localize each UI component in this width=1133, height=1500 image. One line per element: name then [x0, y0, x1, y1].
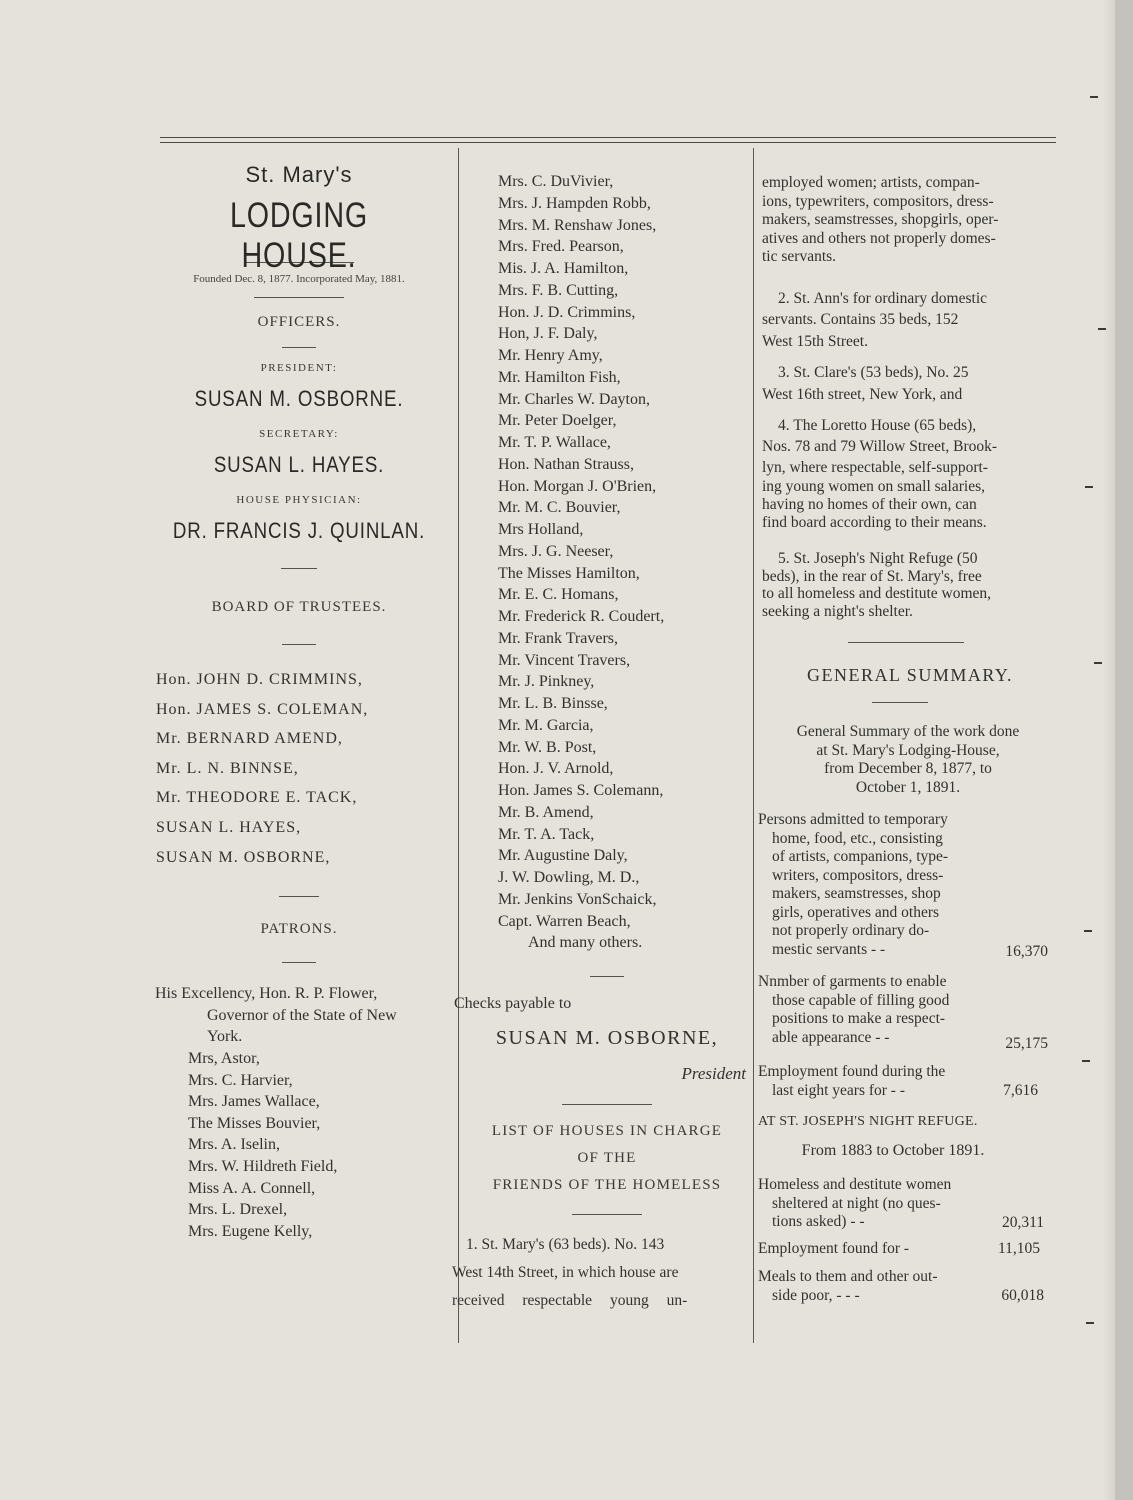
summary-entry-line: Nnmber of garments to enable — [758, 973, 947, 990]
patron-name: Mrs. C. DuVivier, — [498, 173, 614, 190]
summary-value: 16,370 — [1005, 943, 1048, 960]
house-text-line: having no homes of their own, can — [762, 496, 977, 513]
summary-entry — [758, 811, 1058, 959]
house-text-line: beds), in the rear of St. Mary's, free — [762, 567, 982, 585]
divider-rule — [254, 297, 344, 298]
masthead-subtitle: St. Mary's — [245, 162, 353, 187]
refuge-period: From 1883 to October 1891. — [801, 1142, 985, 1159]
refuge-heading: AT ST. JOSEPH'S NIGHT REFUGE. — [758, 1114, 978, 1129]
summary-entry-line: writers, compositors, dress- — [772, 866, 944, 884]
edge-mark — [1094, 662, 1102, 664]
edge-mark — [1098, 328, 1106, 330]
patron-closing: And many others. — [528, 934, 643, 952]
patron-name: Mr. L. B. Binsse, — [498, 695, 608, 712]
patron-name: Mrs. James Wallace, — [188, 1093, 320, 1111]
summary-value: 7,616 — [1003, 1082, 1038, 1099]
patron-line: Governor of the State of New — [207, 1006, 397, 1024]
divider-rule — [282, 347, 316, 348]
house-text-line: to all homeless and destitute women, — [762, 585, 992, 602]
patron-name: Mr. Jenkins VonSchaick, — [498, 890, 657, 908]
trustee-name: SUSAN L. HAYES, — [156, 818, 302, 836]
summary-entry-line: those capable of filling good — [772, 991, 950, 1009]
column-divider — [753, 148, 754, 1343]
patron-name: Mrs. J. G. Neeser, — [498, 542, 614, 560]
house-text-line: ing young women on small salaries, — [762, 478, 985, 495]
divider-rule — [590, 976, 624, 977]
patron-name: Mrs, Astor, — [188, 1049, 260, 1067]
summary-entry-line: sheltered at night (no ques- — [772, 1194, 941, 1212]
house-item-2 — [758, 288, 1058, 353]
house-text-line: Nos. 78 and 79 Willow Street, Brook- — [762, 438, 998, 455]
patron-name: Mr. J. Pinkney, — [498, 673, 595, 691]
divider-rule — [872, 702, 928, 703]
house-text-line: 2. St. Ann's for ordinary domestic — [778, 289, 988, 307]
patron-name: Mis. J. A. Hamilton, — [498, 260, 629, 277]
patron-line: York. — [207, 1028, 243, 1046]
house-text-line: tic servants. — [762, 248, 837, 265]
summary-intro-line: from December 8, 1877, to — [824, 760, 992, 777]
patron-name: Mr. Hamilton Fish, — [498, 368, 621, 386]
patron-name: Mrs. F. B. Cutting, — [498, 281, 619, 299]
secretary-name: SUSAN L. HAYES. — [213, 452, 385, 477]
summary-entry-line: Employment found for - — [758, 1239, 910, 1257]
patron-name: Mr. T. A. Tack, — [498, 825, 595, 843]
patron-name: Mr. E. C. Homans, — [498, 586, 619, 604]
house-text-line: 4. The Loretto House (65 beds), — [778, 417, 977, 434]
patron-name: Capt. Warren Beach, — [498, 912, 631, 930]
top-double-rule — [160, 137, 1056, 138]
patron-name: Mr. Vincent Travers, — [498, 651, 631, 669]
patron-lead — [143, 983, 455, 1048]
patron-name: Miss A. A. Connell, — [188, 1179, 316, 1197]
house-item-3 — [758, 362, 1058, 405]
house-text-line: West 15th Street. — [762, 332, 868, 350]
patron-name: Mr. Henry Amy, — [498, 347, 603, 364]
patron-name: Mr. M. C. Bouvier, — [498, 499, 621, 517]
patron-name: Mrs. A. Iselin, — [188, 1136, 280, 1154]
summary-entry-line: of artists, companions, type- — [772, 848, 949, 865]
divider-rule — [281, 568, 317, 569]
column-divider — [458, 148, 459, 1343]
divider-rule — [572, 1214, 642, 1215]
edge-mark — [1086, 1322, 1094, 1324]
summary-entry-line: not properly ordinary do- — [772, 922, 930, 939]
patron-name: The Misses Bouvier, — [188, 1114, 321, 1132]
patrons-heading: PATRONS. — [260, 921, 338, 938]
divider-rule — [562, 1104, 652, 1105]
summary-entry — [758, 1268, 1058, 1305]
trustee-name: SUSAN M. OSBORNE, — [156, 848, 331, 866]
column-right — [758, 174, 1058, 1305]
patron-name: Mrs Holland, — [498, 521, 584, 538]
patron-name: Hon. James S. Colemann, — [498, 782, 664, 799]
summary-entry-line: makers, seamstresses, shop — [772, 885, 941, 902]
divider-rule — [282, 962, 316, 963]
summary-value: 60,018 — [1001, 1287, 1044, 1304]
summary-entry — [758, 973, 1058, 1052]
patron-name: Mr. Frank Travers, — [498, 629, 619, 647]
patron-line: His Excellency, Hon. R. P. Flower, — [155, 985, 378, 1003]
officers-heading: OFFICERS. — [257, 314, 341, 330]
edge-mark — [1084, 930, 1092, 932]
trustees-heading: BOARD OF TRUSTEES. — [211, 599, 387, 615]
house-text-line: 3. St. Clare's (53 beds), No. 25 — [778, 364, 969, 381]
patron-name: Hon. Nathan Strauss, — [498, 455, 634, 473]
edge-mark — [1085, 486, 1093, 488]
house-text-line: employed women; artists, compan- — [762, 174, 980, 191]
house-text-line: West 14th Street, in which house are — [452, 1264, 679, 1281]
checks-label: Checks payable to — [454, 995, 572, 1012]
summary-heading: GENERAL SUMMARY. — [806, 665, 1014, 685]
patron-name: Mr. T. P. Wallace, — [498, 434, 611, 451]
summary-entry-line: Meals to them and other out- — [758, 1268, 938, 1285]
patron-name: Hon. J. D. Crimmins, — [498, 303, 636, 321]
summary-value: 11,105 — [997, 1240, 1040, 1257]
checks-payee: SUSAN M. OSBORNE, — [495, 1027, 719, 1049]
patron-name: Mrs. Eugene Kelly, — [188, 1222, 313, 1240]
summary-entry-line: Persons admitted to temporary — [758, 811, 948, 828]
summary-entry-line: positions to make a respect- — [772, 1010, 946, 1027]
divider-rule — [279, 896, 319, 897]
houses-heading: LIST OF HOUSES IN CHARGE — [491, 1123, 723, 1139]
summary-intro-line: at St. Mary's Lodging-House, — [816, 741, 1000, 759]
house-text-line: seeking a night's shelter. — [762, 602, 913, 620]
president-label: PRESIDENT: — [260, 362, 338, 374]
summary-entry — [758, 1176, 1058, 1232]
house-text-line: find board according to their means. — [762, 514, 987, 531]
patron-name: Hon. J. V. Arnold, — [498, 760, 614, 778]
torn-page-edge — [1115, 0, 1133, 1500]
house-text-line: atives and others not properly domes- — [762, 229, 996, 247]
house-item-1 — [452, 1231, 752, 1315]
summary-entry-line: girls, operatives and others — [772, 903, 940, 921]
patron-name: Mrs. J. Hampden Robb, — [498, 194, 651, 212]
summary-intro-line: General Summary of the work done — [796, 723, 1020, 740]
trustee-name: Hon. JAMES S. COLEMAN, — [156, 700, 369, 718]
patron-name: The Misses Hamilton, — [498, 564, 640, 582]
patron-name: Mrs. C. Harvier, — [188, 1071, 293, 1089]
summary-entry — [758, 1240, 1058, 1259]
summary-intro-line: October 1, 1891. — [855, 778, 961, 796]
patron-name: Mr. Charles W. Dayton, — [498, 390, 650, 408]
patron-name: Mr. B. Amend, — [498, 803, 594, 821]
houses-heading: FRIENDS OF THE HOMELESS — [492, 1177, 722, 1193]
checks-title: President — [681, 1064, 746, 1083]
patron-name: Mr. Peter Doelger, — [498, 412, 617, 430]
summary-entry-line: Homeless and destitute women — [758, 1176, 952, 1193]
patron-name: J. W. Dowling, M. D., — [498, 869, 640, 886]
summary-entry-line: able appearance - - — [772, 1028, 890, 1046]
edge-mark — [1090, 96, 1098, 98]
house-text-line: ions, typewriters, compositors, dress- — [762, 192, 994, 210]
divider-rule — [848, 642, 964, 643]
patron-name: Mrs. W. Hildreth Field, — [188, 1157, 338, 1175]
trustee-list — [143, 665, 455, 872]
summary-entry-line: home, food, etc., consisting — [772, 829, 943, 847]
physician-label: HOUSE PHYSICIAN: — [236, 494, 362, 506]
patron-name: Mr. Frederick R. Coudert, — [498, 608, 665, 625]
edge-mark — [1082, 1060, 1090, 1062]
top-double-rule — [160, 142, 1056, 143]
house-item-1-continued — [758, 174, 1058, 267]
house-text-line: West 16th street, New York, and — [762, 385, 963, 403]
patron-name: Mr. M. Garcia, — [498, 716, 594, 734]
trustee-name: Hon. JOHN D. CRIMMINS, — [156, 671, 363, 688]
summary-entry — [758, 1063, 1058, 1100]
trustee-name: Mr. THEODORE E. TACK, — [156, 789, 358, 807]
summary-intro — [758, 723, 1058, 797]
patron-continued-list — [462, 171, 752, 954]
summary-entry-line: tions asked) - - — [772, 1213, 865, 1230]
divider-rule — [282, 644, 316, 645]
masthead-title: LODGING HOUSE. — [229, 196, 369, 275]
summary-value: 20,311 — [1001, 1213, 1044, 1231]
physician-name: DR. FRANCIS J. QUINLAN. — [172, 518, 426, 543]
summary-entry-line: last eight years for - - — [772, 1081, 905, 1099]
houses-heading: OF THE — [577, 1150, 637, 1166]
patron-list — [143, 1048, 455, 1242]
founded-line: Founded Dec. 8, 1877. Incorporated May, 1881. — [193, 273, 405, 285]
house-text-line: received respectable young un- — [452, 1292, 688, 1309]
summary-entry-line: mestic servants - - — [772, 940, 886, 958]
house-item-5 — [758, 550, 1058, 620]
house-text-line: 1. St. Mary's (63 beds). No. 143 — [466, 1236, 665, 1253]
house-item-4 — [758, 415, 1058, 532]
house-text-line: lyn, where respectable, self-support- — [762, 459, 988, 476]
house-text-line: makers, seamstresses, shopgirls, oper- — [762, 211, 999, 228]
house-text-line: servants. Contains 35 beds, 152 — [762, 311, 959, 328]
patron-name: Hon, J. F. Daly, — [498, 325, 598, 343]
column-left — [143, 162, 455, 1242]
secretary-label: SECRETARY: — [259, 428, 339, 440]
patron-name: Mr. W. B. Post, — [498, 738, 597, 756]
patron-name: Mrs. M. Renshaw Jones, — [498, 216, 657, 234]
president-name: SUSAN M. OSBORNE. — [194, 386, 404, 411]
patron-name: Hon. Morgan J. O'Brien, — [498, 477, 657, 495]
trustee-name: Mr. L. N. BINNSE, — [156, 759, 299, 777]
patron-name: Mr. Augustine Daly, — [498, 847, 628, 865]
patron-name: Mrs. L. Drexel, — [188, 1201, 288, 1219]
summary-value: 25,175 — [1005, 1035, 1048, 1052]
trustee-name: Mr. BERNARD AMEND, — [156, 730, 343, 748]
summary-entry-line: side poor, - - - — [772, 1286, 860, 1304]
summary-entry-line: Employment found during the — [758, 1063, 946, 1080]
patron-name: Mrs. Fred. Pearson, — [498, 238, 624, 256]
column-middle — [452, 171, 752, 1315]
house-text-line: 5. St. Joseph's Night Refuge (50 — [778, 550, 978, 567]
